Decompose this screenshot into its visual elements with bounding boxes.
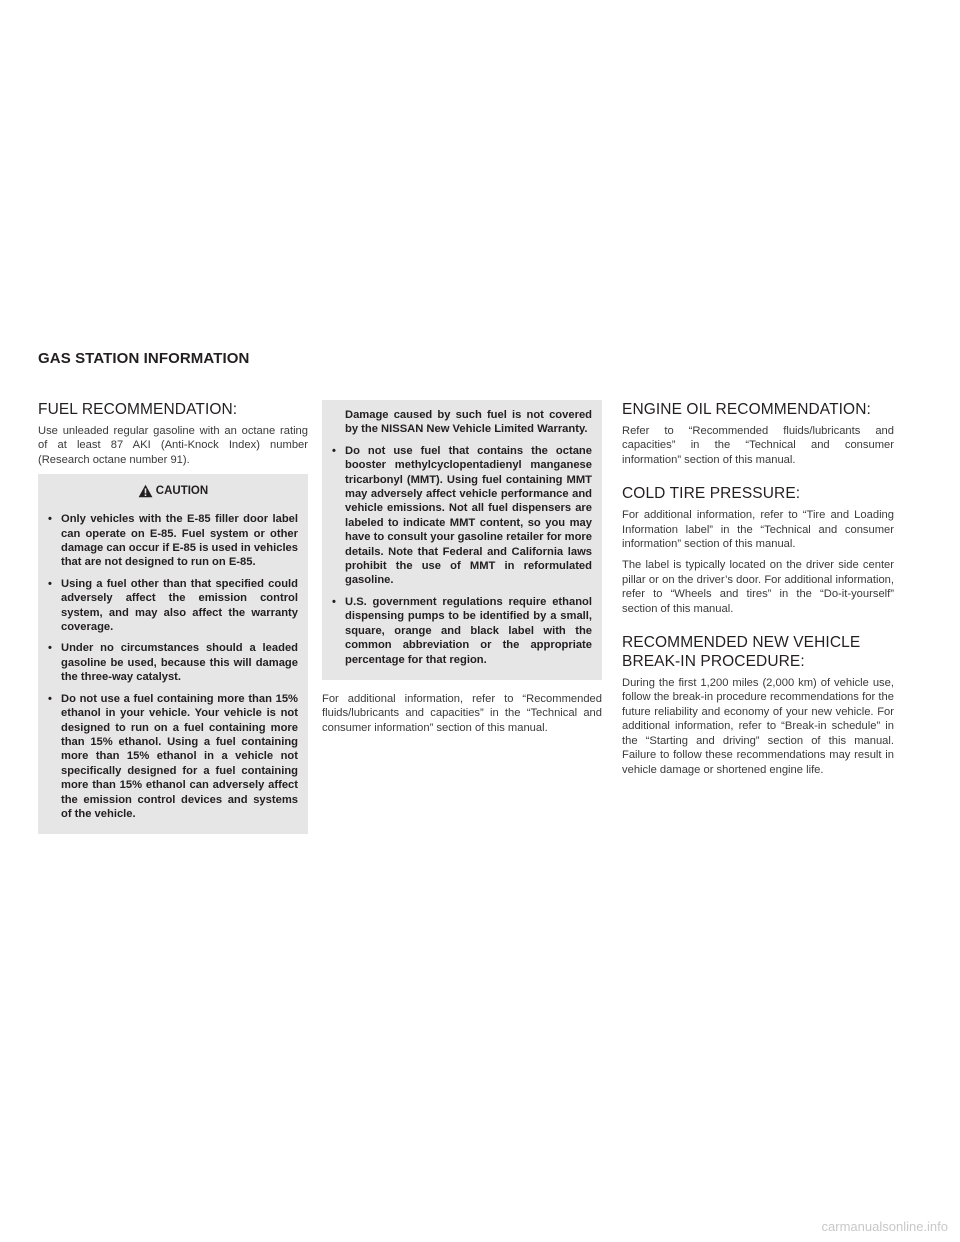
caution-list xyxy=(48,512,298,821)
breakin-title-line-1: RECOMMENDED NEW VEHICLE xyxy=(622,634,861,652)
caution-item: • Do not use a fuel containing more than 15% ethanol in your vehicle. Your vehicle is not designed to run on a fuel containing more than 15% ethanol. Using a fuel containing more than 15% ethanol in a vehicle not specifically designed for a fuel containing more than 15% ethanol can adversely affect the emission control devices and systems of the vehicle. xyxy=(48,692,298,822)
caution-item: • Do not use fuel that contains the octane booster methylcyclopentadienyl manganese tricarbonyl (MMT). Using fuel containing MMT may adversely affect vehicle performance and vehicle emissions. Not all fuel dispensers are labeled to indicate MMT content, so you may have to consult your gasoline retailer for more details. Note that Federal and California laws prohibit the use of MMT in reformulated gasoline. xyxy=(332,444,592,588)
fuel-intro: Use unleaded regular gasoline with an octane rating of at least 87 AKI (Anti-Knock Index) number (Research octane number 91). xyxy=(38,425,308,466)
tire-text-1: For additional information, refer to “Tire and Loading Information label” in the “Technical and consumer information” section of this manual. xyxy=(622,509,894,551)
caution-label: CAUTION xyxy=(155,485,209,498)
fuel-additional-info: For additional information, refer to “Recommended fluids/lubricants and capacities” in the “Technical and consumer information” section of this manual. xyxy=(322,692,602,734)
column-3 xyxy=(622,400,894,784)
caution-item: • Under no circumstances should a leaded gasoline be used, because this will damage the three-way catalyst. xyxy=(48,641,298,684)
caution-list-2 xyxy=(332,444,592,667)
caution-box-continued xyxy=(322,400,602,680)
column-2 xyxy=(322,400,602,742)
caution-item: • U.S. government regulations require ethanol dispensing pumps to be identified by a small, square, orange and black label with the common abbreviation or the appropriate percentage for that region. xyxy=(332,595,592,667)
caution-header xyxy=(48,484,298,498)
watermark: carmanualsonline.info xyxy=(821,1219,948,1234)
breakin-text: During the first 1,200 miles (2,000 km) of vehicle use, follow the break-in procedure recommendations for the future reliability and economy of your new vehicle. For additional information, refer to “Break-in schedule” in the “Starting and driving” section of this manual. Failure to follow these recommendations may result in vehicle damage or shortened engine life. xyxy=(622,677,894,776)
section-heading: GAS STATION INFORMATION xyxy=(38,350,250,367)
caution-box xyxy=(38,474,308,834)
engine-oil-title: ENGINE OIL RECOMMENDATION: xyxy=(622,401,871,418)
warning-triangle-icon xyxy=(138,484,153,498)
caution-item: • Only vehicles with the E-85 filler door label can operate on E-85. Fuel system or other damage can occur if E-85 is used in vehicles that are not designed to run on E-85. xyxy=(48,512,298,570)
caution-continued-text: Damage caused by such fuel is not covered by the NISSAN New Vehicle Limited Warranty. xyxy=(345,409,592,436)
engine-oil-text: Refer to “Recommended fluids/lubricants and capacities” in the “Technical and consumer information” section of this manual. xyxy=(622,425,894,466)
tire-text-2: The label is typically located on the driver side center pillar or on the driver’s door. For additional information, refer to “Wheels and tires” in the “Do-it-yourself” section of this manual. xyxy=(622,559,894,615)
fuel-recommendation-title: FUEL RECOMMENDATION: xyxy=(38,401,238,418)
breakin-title-line-2: BREAK-IN PROCEDURE: xyxy=(622,653,805,671)
breakin-title xyxy=(622,633,894,671)
column-1 xyxy=(38,400,308,834)
tire-pressure-title: COLD TIRE PRESSURE: xyxy=(622,485,801,503)
caution-item: • Using a fuel other than that specified could adversely affect the emission control system, and may also affect the warranty coverage. xyxy=(48,577,298,635)
